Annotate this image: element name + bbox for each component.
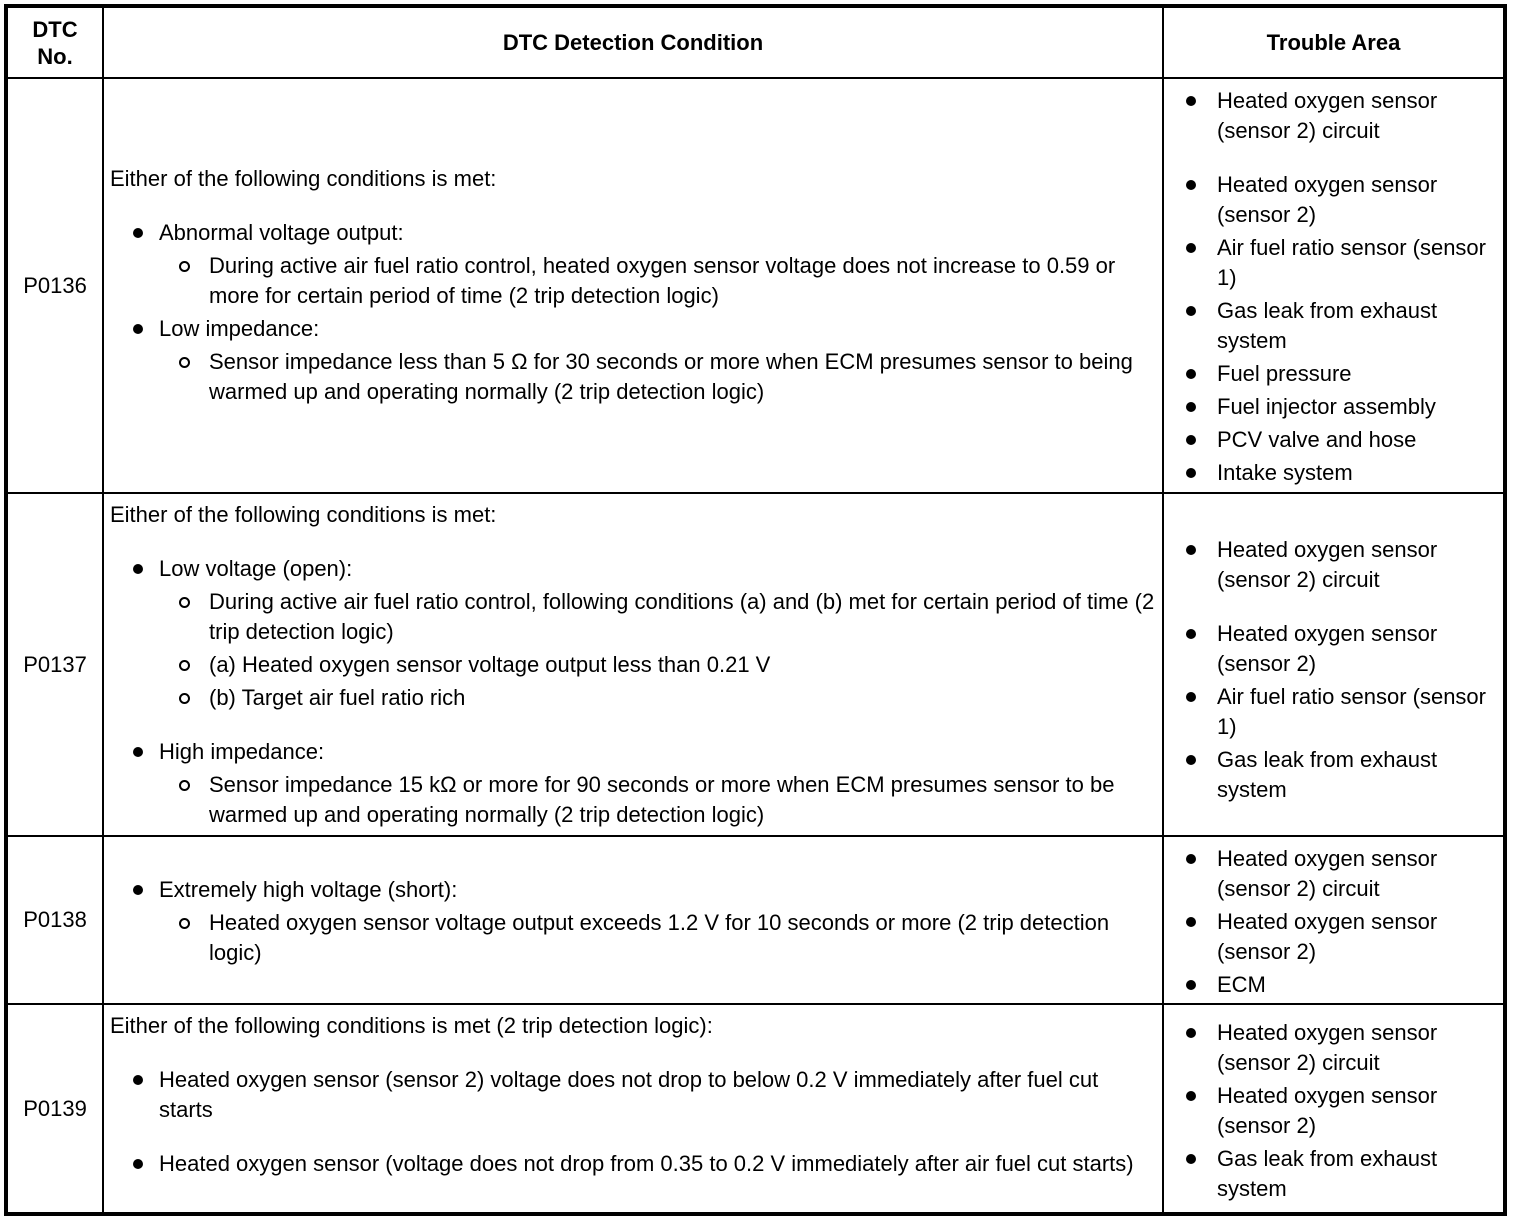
trouble-area bbox=[1164, 494, 1503, 835]
condition-bullet: Extremely high voltage (short): bbox=[110, 875, 1156, 905]
trouble-item: Heated oxygen sensor (sensor 2) bbox=[1184, 1081, 1499, 1141]
trouble-item: Air fuel ratio sensor (sensor 1) bbox=[1184, 233, 1499, 293]
detection-condition bbox=[104, 79, 1162, 492]
condition-bullet: Abnormal voltage output: bbox=[110, 218, 1156, 248]
header-trouble-area: Trouble Area bbox=[1164, 8, 1503, 77]
header-condition: DTC Detection Condition bbox=[104, 8, 1162, 77]
condition-bullet: Heated oxygen sensor (voltage does not drop from 0.35 to 0.2 V immediately after air fuel cut starts) bbox=[110, 1149, 1156, 1179]
condition-sub-bullet: Sensor impedance less than 5 Ω for 30 seconds or more when ECM presumes sensor to being warmed up and operating normally (2 trip detection logic) bbox=[110, 347, 1156, 407]
header-text: No. bbox=[37, 43, 73, 69]
trouble-item: Heated oxygen sensor (sensor 2) circuit bbox=[1184, 535, 1499, 595]
trouble-item: Air fuel ratio sensor (sensor 1) bbox=[1184, 682, 1499, 742]
trouble-item: Gas leak from exhaust system bbox=[1184, 745, 1499, 805]
condition-sub-bullet: During active air fuel ratio control, following conditions (a) and (b) met for certain period of time (2 trip detection logic) bbox=[110, 587, 1156, 647]
condition-sub-bullet: (b) Target air fuel ratio rich bbox=[110, 683, 1156, 713]
trouble-item: Fuel injector assembly bbox=[1184, 392, 1499, 422]
trouble-item: Heated oxygen sensor (sensor 2) bbox=[1184, 170, 1499, 230]
trouble-item: Heated oxygen sensor (sensor 2) circuit bbox=[1184, 1018, 1499, 1078]
dtc-code: P0138 bbox=[8, 837, 102, 1003]
trouble-item: ECM bbox=[1184, 970, 1499, 1000]
condition-sub-bullet: During active air fuel ratio control, heated oxygen sensor voltage does not increase to 0.59 or more for certain period of time (2 trip detection logic) bbox=[110, 251, 1156, 311]
detection-condition bbox=[104, 837, 1162, 1003]
condition-intro: Either of the following conditions is met: bbox=[110, 502, 497, 527]
condition-sub-bullet: (a) Heated oxygen sensor voltage output less than 0.21 V bbox=[110, 650, 1156, 680]
condition-bullet: Low impedance: bbox=[110, 314, 1156, 344]
trouble-item: Heated oxygen sensor (sensor 2) circuit bbox=[1184, 86, 1499, 146]
dtc-code: P0137 bbox=[8, 494, 102, 835]
header-text: DTC bbox=[32, 16, 78, 42]
condition-bullet: Heated oxygen sensor (sensor 2) voltage does not drop to below 0.2 V immediately after fuel cut starts bbox=[110, 1065, 1156, 1125]
trouble-item: Heated oxygen sensor (sensor 2) bbox=[1184, 619, 1499, 679]
condition-intro: Either of the following conditions is met (2 trip detection logic): bbox=[110, 1013, 713, 1038]
condition-bullet: Low voltage (open): bbox=[110, 554, 1156, 584]
condition-sub-bullet: Heated oxygen sensor voltage output exceeds 1.2 V for 10 seconds or more (2 trip detection logic) bbox=[110, 908, 1156, 968]
detection-condition bbox=[104, 1005, 1162, 1212]
condition-intro: Either of the following conditions is met: bbox=[110, 166, 497, 191]
condition-bullet: High impedance: bbox=[110, 737, 1156, 767]
trouble-item: Intake system bbox=[1184, 458, 1499, 488]
trouble-item: Fuel pressure bbox=[1184, 359, 1499, 389]
dtc-code: P0139 bbox=[8, 1005, 102, 1212]
trouble-area bbox=[1164, 1005, 1503, 1212]
detection-condition bbox=[104, 494, 1162, 835]
trouble-item: Gas leak from exhaust system bbox=[1184, 1144, 1499, 1204]
trouble-item: PCV valve and hose bbox=[1184, 425, 1499, 455]
trouble-area bbox=[1164, 837, 1503, 1003]
dtc-code: P0136 bbox=[8, 79, 102, 492]
trouble-item: Heated oxygen sensor (sensor 2) circuit bbox=[1184, 844, 1499, 904]
trouble-area bbox=[1164, 79, 1503, 492]
trouble-item: Heated oxygen sensor (sensor 2) bbox=[1184, 907, 1499, 967]
header-dtc-no bbox=[8, 8, 102, 77]
condition-sub-bullet: Sensor impedance 15 kΩ or more for 90 seconds or more when ECM presumes sensor to be warmed up and operating normally (2 trip detection logic) bbox=[110, 770, 1156, 830]
trouble-item: Gas leak from exhaust system bbox=[1184, 296, 1499, 356]
dtc-table bbox=[4, 4, 1507, 1216]
